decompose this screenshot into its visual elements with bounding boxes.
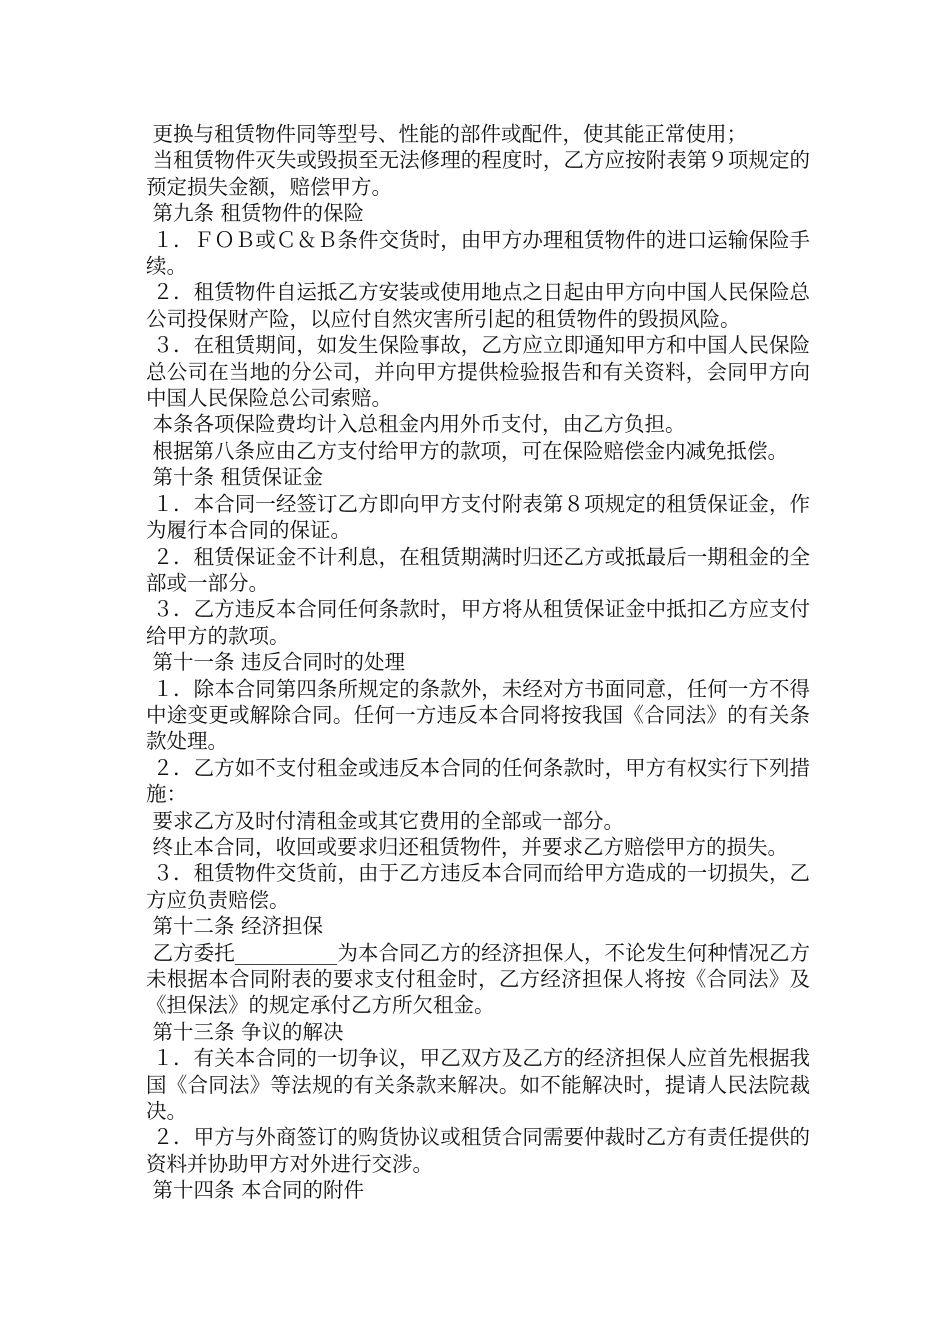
- paragraph: 要求乙方及时付清租金或其它费用的全部或一部分。: [146, 808, 625, 833]
- paragraph: 更换与租赁物件同等型号、性能的部件或配件，使其能正常使用；: [146, 122, 748, 146]
- paragraph: ３．租赁物件交货前，由于乙方违反本合同而给甲方造成的一切损失，乙方应负责赔偿。: [146, 861, 810, 912]
- section-heading: 第九条 租赁物件的保险: [146, 201, 365, 226]
- document-body: [146, 121, 810, 1204]
- section-heading: 第十一条 违反合同时的处理: [146, 650, 406, 675]
- paragraph: 当租赁物件灭失或毁损至无法修理的程度时，乙方应按附表第９项规定的预定损失金额，赔偿甲方。: [146, 148, 810, 199]
- section-heading: 第十二条 经济担保: [146, 914, 324, 939]
- paragraph: ３．乙方违反本合同任何条款时，甲方将从租赁保证金中抵扣乙方应支付给甲方的款项。: [146, 597, 810, 648]
- section-heading: 第十四条 本合同的附件: [146, 1178, 365, 1203]
- section-heading: 第十三条 争议的解决: [146, 1019, 344, 1044]
- paragraph: １．本合同一经签订乙方即向甲方支付附表第８项规定的租赁保证金，作为履行本合同的保证。: [146, 491, 810, 543]
- paragraph: 乙方委托__________为本合同乙方的经济担保人，不论发生何种情况乙方未根据本合同附表的要求支付租金时，乙方经济担保人将按《合同法》及《担保法》的规定承付乙方所欠租金。: [146, 940, 810, 1018]
- section-heading: 第十条 租赁保证金: [146, 465, 324, 490]
- paragraph: １．有关本合同的一切争议，甲乙双方及乙方的经济担保人应首先根据我国《合同法》等法规的有关条款来解决。如不能解决时，提请人民法院裁决。: [146, 1046, 810, 1124]
- paragraph: 终止本合同，收回或要求归还租赁物件，并要求乙方赔偿甲方的损失。: [146, 834, 789, 859]
- paragraph: ２．租赁物件自运抵乙方安装或使用地点之日起由甲方向中国人民保险总公司投保财产险，以应付自然灾害所引起的租赁物件的毁损风险。: [146, 280, 810, 331]
- paragraph: ２．租赁保证金不计利息，在租赁期满时归还乙方或抵最后一期租金的全部或一部分。: [146, 544, 810, 595]
- paragraph: 本条各项保险费均计入总租金内用外币支付，由乙方负担。: [146, 412, 686, 437]
- paragraph: ２．乙方如不支付租金或违反本合同的任何条款时，甲方有权实行下列措施：: [146, 755, 810, 807]
- paragraph: ３．在租赁期间，如发生保险事故，乙方应立即通知甲方和中国人民保险总公司在当地的分公司，并向甲方提供检验报告和有关资料，会同甲方向中国人民保险总公司索赔。: [146, 333, 810, 411]
- paragraph: １．除本合同第四条所规定的条款外，未经对方书面同意，任何一方不得中途变更或解除合同。任何一方违反本合同将按我国《合同法》的有关条款处理。: [146, 676, 810, 754]
- paragraph: 根据第八条应由乙方支付给甲方的款项，可在保险赔偿金内减免抵偿。: [146, 438, 789, 463]
- paragraph: ２．甲方与外商签订的购货协议或租赁合同需要仲裁时乙方有责任提供的资料并协助甲方对外进行交涉。: [146, 1125, 810, 1176]
- paragraph: １．ＦＯＢ或Ｃ＆Ｂ条件交货时，由甲方办理租赁物件的进口运输保险手续。: [146, 227, 810, 279]
